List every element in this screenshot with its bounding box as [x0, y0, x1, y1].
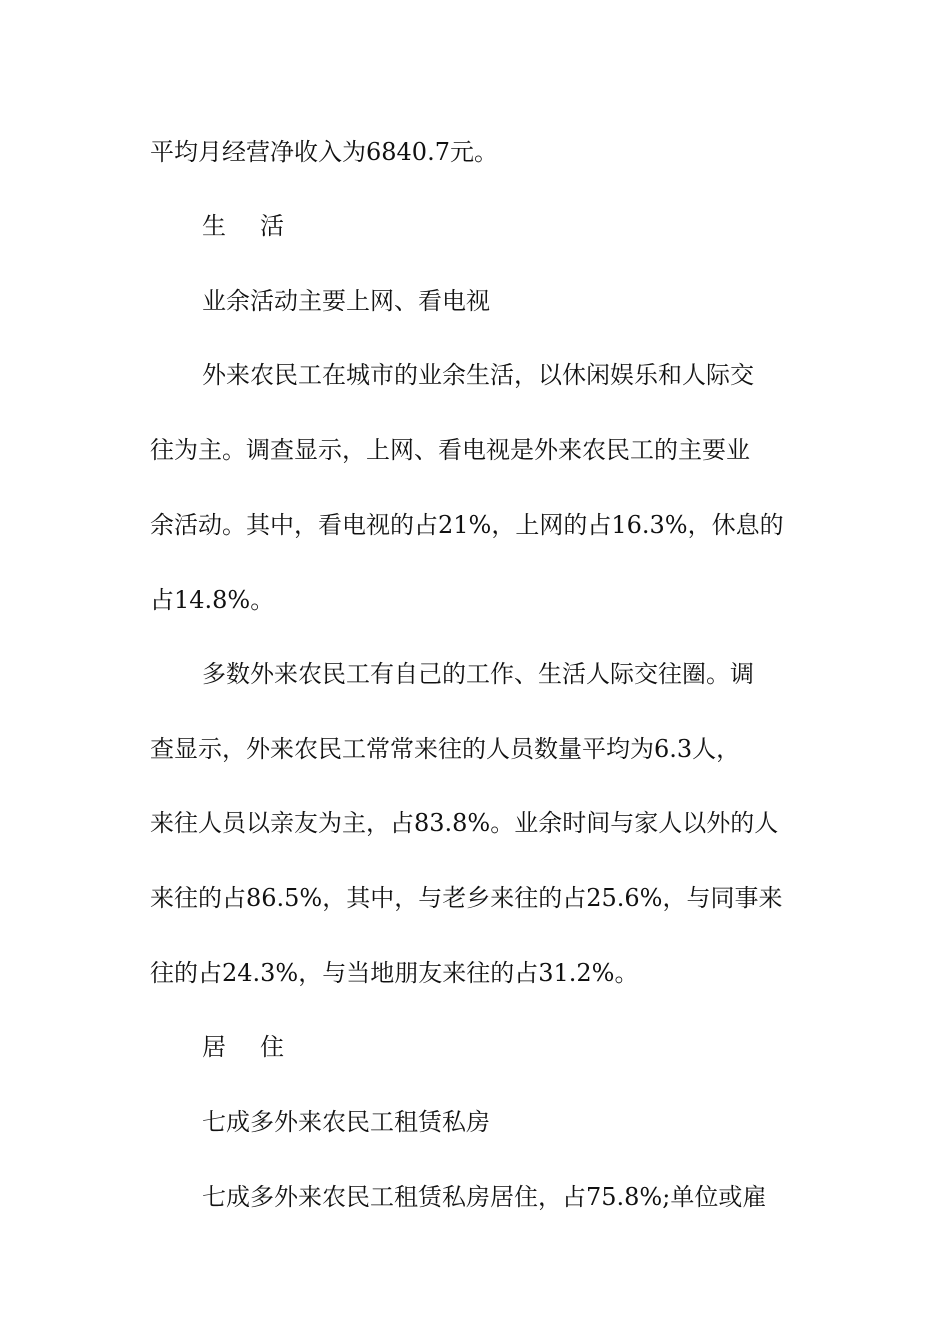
- paragraph-line-11: 七成多外来农民工租赁私房居住，占75.8%;单位或雇: [202, 1183, 767, 1211]
- paragraph-line-10: 往的占24.3%，与当地朋友来往的占31.2%。: [150, 959, 639, 987]
- section-heading-life: 生 活: [202, 212, 298, 240]
- paragraph-line-3: 往为主。调查显示，上网、看电视是外来农民工的主要业: [150, 436, 750, 464]
- section-heading-housing: 居 住: [202, 1033, 298, 1061]
- paragraph-line-5: 占14.8%。: [150, 586, 275, 614]
- paragraph-line-1: 平均月经营净收入为6840.7元。: [150, 138, 498, 166]
- paragraph-line-9: 来往的占86.5%，其中，与老乡来往的占25.6%，与同事来: [150, 884, 783, 912]
- paragraph-line-2: 外来农民工在城市的业余生活，以休闲娱乐和人际交: [202, 361, 754, 389]
- paragraph-line-4: 余活动。其中，看电视的占21%，上网的占16.3%，休息的: [150, 511, 784, 539]
- paragraph-line-8: 来往人员以亲友为主，占83.8%。业余时间与家人以外的人: [150, 809, 779, 837]
- paragraph-line-7: 查显示，外来农民工常常来往的人员数量平均为6.3人，: [150, 735, 741, 763]
- subheading-leisure: 业余活动主要上网、看电视: [202, 287, 490, 315]
- subheading-rental: 七成多外来农民工租赁私房: [202, 1108, 490, 1136]
- paragraph-line-6: 多数外来农民工有自己的工作、生活人际交往圈。调: [202, 660, 754, 688]
